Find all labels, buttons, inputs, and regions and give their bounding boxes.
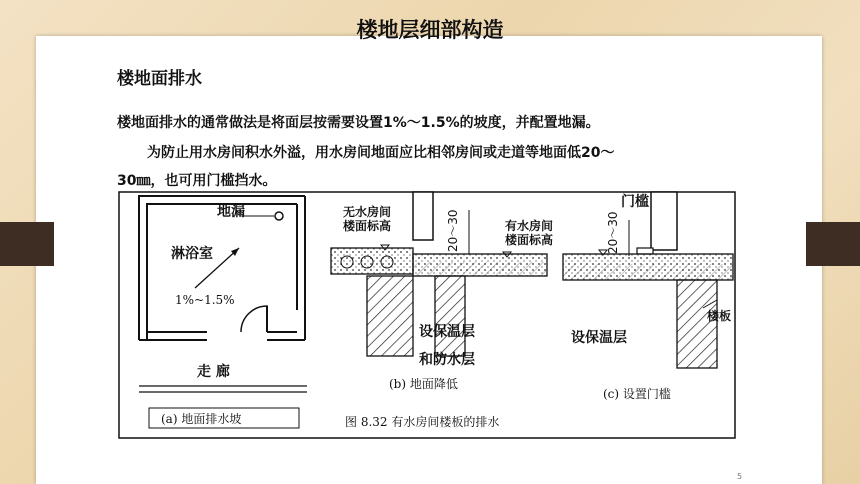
paragraph-2: 为防止用水房间积水外溢，用水房间地面应比相邻房间或走道等地面低20～ — [147, 145, 615, 161]
insulation-label-b2: 和防水层 — [419, 352, 475, 368]
dry-room-label-1: 无水房间 — [343, 205, 392, 219]
shower-room-label: 淋浴室 — [171, 246, 213, 262]
right-decor-tab — [806, 222, 860, 266]
drain-label: 地漏 — [217, 204, 245, 220]
dim-label-c: 20～30 — [606, 211, 620, 254]
page-number: 5 — [737, 472, 743, 481]
caption-c: (c) 设置门槛 — [603, 387, 671, 401]
caption-b: (b) 地面降低 — [389, 377, 458, 391]
section-heading: 楼地面排水 — [117, 69, 202, 89]
wet-room-label-1: 有水房间 — [505, 219, 554, 233]
caption-a: (a) 地面排水坡 — [161, 412, 242, 426]
insulation-label-c: 设保温层 — [571, 330, 627, 346]
threshold-label: 门槛 — [621, 194, 649, 210]
dim-label-b: 20～30 — [446, 209, 460, 252]
corridor-label: 走 廊 — [197, 364, 230, 380]
slide-title: 楼地层细部构造 — [356, 18, 504, 42]
slab-label: 楼板 — [707, 309, 732, 323]
dry-room-label-2: 楼面标高 — [343, 219, 392, 233]
paragraph-3: 30㎜，也可用门槛挡水。 — [117, 173, 277, 189]
slope-label: 1%~1.5% — [175, 293, 235, 307]
figure-title: 图 8.32 有水房间楼板的排水 — [345, 415, 500, 429]
wet-room-label-2: 楼面标高 — [505, 233, 554, 247]
insulation-label-b1: 设保温层 — [419, 324, 475, 340]
left-decor-tab — [0, 222, 54, 266]
drainage-figure — [117, 190, 737, 440]
paragraph-1: 楼地面排水的通常做法是将面层按需要设置1%～1.5%的坡度，并配置地漏。 — [117, 115, 600, 131]
